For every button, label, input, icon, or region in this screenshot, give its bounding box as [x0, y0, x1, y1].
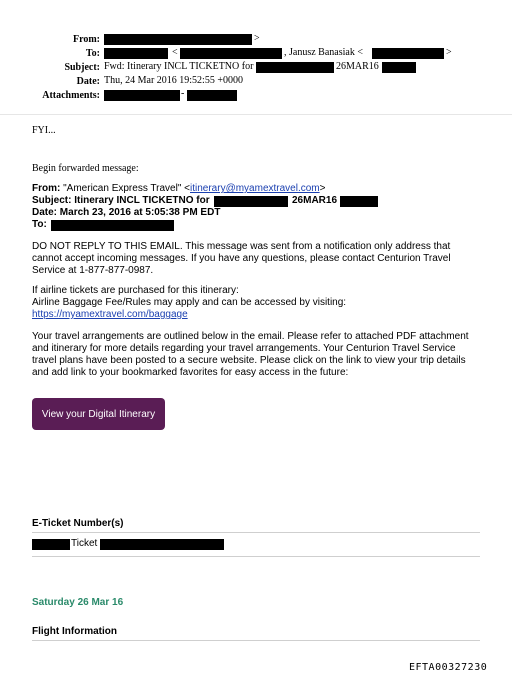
redacted-attachment-2 [187, 90, 237, 101]
forwarded-intro: Begin forwarded message: [32, 163, 139, 174]
fwd-subject-date: 26MAR16 [292, 195, 338, 206]
redacted-fwd-to [51, 220, 174, 231]
fwd-from-name: "American Express Travel" < [63, 183, 190, 194]
ticket-word: Ticket [71, 538, 98, 549]
redacted-attachment-1 [104, 90, 180, 101]
flight-divider [32, 640, 480, 641]
document-id: EFTA00327230 [409, 662, 488, 673]
subject-label: Subject: [64, 62, 100, 73]
redacted-fwd-subject [214, 196, 288, 207]
subject-date: 26MAR16 [336, 61, 379, 72]
fwd-from-line [32, 183, 325, 194]
attachment-sep: - [181, 88, 185, 99]
airline-line-1: If airline tickets are purchased for this itinerary: [32, 285, 239, 296]
redacted-fwd-subject-2 [340, 196, 378, 207]
subject-text: Fwd: Itinerary INCL TICKETNO for [104, 61, 254, 72]
fwd-date-label: Date: [32, 207, 58, 218]
fwd-from-label: From: [32, 183, 61, 194]
airline-paragraph [32, 285, 346, 321]
flight-info-heading: Flight Information [32, 626, 117, 637]
to-open: < [172, 47, 178, 58]
fwd-from-email[interactable]: itinerary@myamextravel.com [190, 183, 320, 194]
fwd-date-line [32, 207, 220, 218]
redacted-to-2 [180, 48, 282, 59]
to-close: > [446, 47, 452, 58]
attachments-label: Attachments: [42, 90, 100, 101]
view-digital-itinerary-button[interactable]: View your Digital Itinerary [32, 398, 165, 430]
arrange-line-1: Your travel arrangements are outlined below in the email. Please refer to attached PDF attachment [32, 331, 469, 342]
arrangements-paragraph [32, 331, 469, 379]
redacted-ticket-number [100, 539, 224, 550]
redacted-passenger [32, 539, 70, 550]
fwd-from-close: > [319, 183, 326, 194]
redacted-subject [256, 62, 334, 73]
arrange-line-4: and add link to your bookmarked favorites for easy access in the future: [32, 367, 349, 378]
redacted-subject-2 [382, 62, 416, 73]
notice-paragraph [32, 241, 451, 277]
fwd-subject-label: Subject: Itinerary INCL TICKETNO for [32, 195, 210, 206]
date-value: Thu, 24 Mar 2016 19:52:55 +0000 [104, 75, 243, 86]
fwd-to-label: To: [32, 219, 47, 230]
fyi-text: FYI... [32, 125, 56, 136]
eticket-bottom-divider [32, 556, 480, 557]
airline-line-2: Airline Baggage Fee/Rules may apply and can be accessed by visiting: [32, 297, 347, 308]
redacted-to-1 [104, 48, 168, 59]
from-close: > [254, 33, 260, 44]
day-heading: Saturday 26 Mar 16 [32, 597, 124, 608]
arrange-line-2: and itinerary for more details regarding your travel arrangements. Your Centurion Travel Service [32, 343, 456, 354]
baggage-link[interactable]: https://myamextravel.com/baggage [32, 309, 188, 320]
notice-line-3: Service at 1-877-877-0987. [32, 265, 154, 276]
to-label: To: [85, 48, 100, 59]
redacted-from [104, 34, 252, 45]
notice-line-2: cannot accept incoming messages. If you have any questions, please contact Centurion Travel [32, 253, 451, 264]
header-divider [0, 114, 512, 115]
from-label: From: [72, 34, 100, 45]
redacted-to-3 [372, 48, 444, 59]
eticket-heading: E-Ticket Number(s) [32, 518, 124, 529]
to-janusz: , Janusz Banasiak < [284, 47, 363, 58]
date-label: Date: [76, 76, 100, 87]
notice-line-1: DO NOT REPLY TO THIS EMAIL. This message was sent from a notification only address that [32, 241, 451, 252]
fwd-date-value: March 23, 2016 at 5:05:38 PM EDT [59, 207, 221, 218]
eticket-divider [32, 532, 480, 533]
arrange-line-3: travel plans have been posted to a secure website. Please click on the link to view your trip details [32, 355, 466, 366]
